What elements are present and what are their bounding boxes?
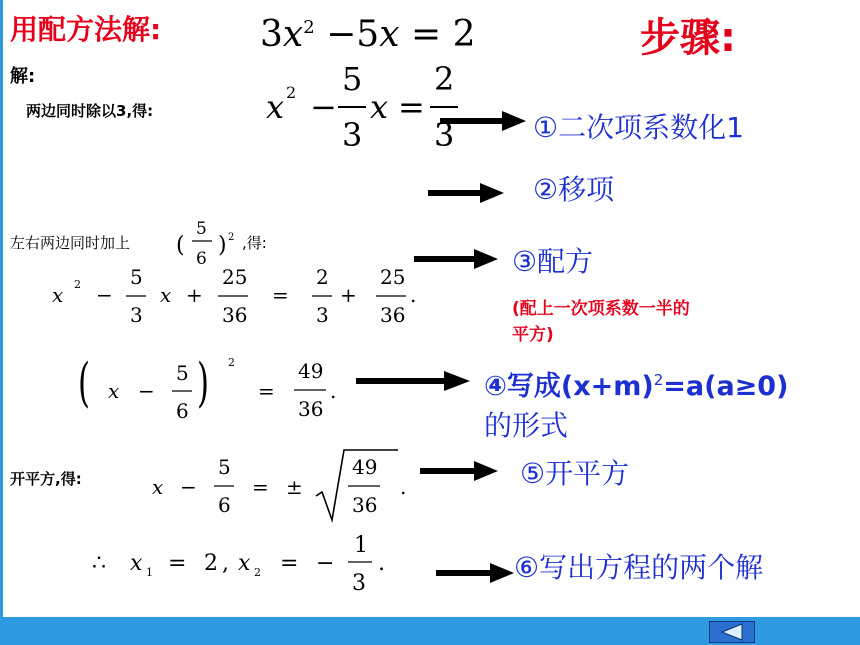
add-instruction: 左右两边同时加上: [10, 234, 131, 252]
step-4-suffix: =a(a≥0): [663, 371, 789, 402]
svg-text:2: 2: [434, 60, 455, 98]
svg-text:.: .: [400, 475, 407, 499]
left-triangle-icon: [710, 622, 754, 642]
svg-text:∴: ∴: [92, 551, 106, 576]
svg-text:2: 2: [254, 566, 261, 579]
step-3-label: ③配方: [512, 245, 594, 278]
svg-text:3: 3: [342, 116, 363, 154]
svg-text:2: 2: [316, 265, 329, 289]
svg-text:x: x: [52, 283, 64, 307]
svg-text:x: x: [152, 475, 164, 499]
svg-text:49: 49: [298, 359, 324, 383]
svg-text:): ): [197, 352, 210, 414]
svg-text:+: +: [186, 283, 203, 307]
back-button[interactable]: [709, 621, 755, 643]
perfect-square-equation: [78, 350, 368, 430]
step-1-label: ①二次项系数化1: [533, 111, 744, 144]
svg-text:3: 3: [434, 116, 455, 154]
step-6-label: ⑥写出方程的两个解: [514, 551, 764, 584]
svg-text:2: 2: [228, 356, 235, 369]
svg-text:2: 2: [74, 278, 81, 291]
svg-text:=: =: [398, 88, 425, 126]
svg-text:6: 6: [196, 249, 207, 269]
arrow-step4: [356, 368, 474, 394]
svg-text:−: −: [180, 475, 197, 499]
svg-text:25: 25: [222, 265, 248, 289]
arrow-step1: [440, 108, 530, 134]
arrow-step3: [414, 246, 502, 272]
svg-text:=: =: [252, 475, 269, 499]
svg-text:5: 5: [196, 219, 207, 239]
svg-text:5: 5: [176, 361, 189, 385]
main-equation: $3x^2 -5x = 2$: [260, 14, 476, 55]
svg-text:.: .: [410, 283, 417, 307]
page-title: 用配方法解:: [10, 13, 162, 46]
completing-square-equation: [46, 262, 446, 332]
svg-text:=: =: [258, 379, 275, 403]
svg-text:3: 3: [316, 303, 329, 327]
svg-text:(: (: [176, 233, 185, 258]
svg-text:36: 36: [222, 303, 248, 327]
svg-text:5: 5: [342, 60, 363, 98]
svg-text:.: .: [330, 379, 337, 403]
svg-text:x: x: [160, 283, 172, 307]
svg-text:36: 36: [380, 303, 406, 327]
svg-text:2: 2: [204, 551, 218, 576]
sqrt-equation: [150, 446, 420, 526]
svg-text:6: 6: [218, 493, 231, 517]
svg-text:25: 25: [380, 265, 406, 289]
svg-text:−: −: [96, 283, 113, 307]
svg-text:): ): [218, 233, 227, 258]
final-solutions: [90, 524, 410, 604]
svg-text:x: x: [130, 551, 143, 576]
svg-text:5: 5: [218, 455, 231, 479]
svg-text:=: =: [272, 283, 289, 307]
step-5-label: ⑤开平方: [520, 457, 630, 490]
svg-text:=: =: [168, 551, 187, 576]
svg-text:36: 36: [298, 397, 324, 421]
svg-text:36: 36: [352, 493, 378, 517]
left-accent-bar: [0, 0, 3, 618]
svg-text:.: .: [378, 551, 385, 576]
step-4-sup: 2: [653, 371, 664, 389]
step-4-main: ④写成(x+m): [484, 371, 654, 402]
add-instruction-suffix: ,得:: [242, 234, 267, 252]
svg-text:=: =: [280, 551, 299, 576]
svg-text:±: ±: [286, 475, 303, 499]
svg-text:2: 2: [286, 83, 297, 102]
svg-text:−: −: [316, 551, 335, 576]
svg-text:x: x: [370, 88, 389, 126]
svg-text:5: 5: [130, 265, 143, 289]
svg-text:,: ,: [222, 551, 229, 576]
svg-text:3: 3: [352, 571, 366, 596]
svg-text:x: x: [108, 379, 120, 403]
svg-text:x: x: [266, 88, 285, 126]
solve-label: 解:: [10, 66, 36, 87]
step-2-label: ②移项: [533, 173, 615, 206]
arrow-step5: [420, 458, 502, 484]
svg-text:−: −: [310, 88, 337, 126]
svg-text:2: 2: [228, 232, 235, 243]
step-3-note-line1: (配上一次项系数一半的: [512, 299, 690, 319]
arrow-step6: [436, 560, 518, 586]
step-3-note: [512, 296, 690, 348]
svg-text:49: 49: [352, 455, 378, 479]
svg-text:+: +: [340, 283, 357, 307]
divided-equation: [262, 60, 462, 155]
svg-text:1: 1: [146, 566, 153, 579]
arrow-step2: [428, 180, 508, 206]
svg-text:3: 3: [130, 303, 143, 327]
svg-text:1: 1: [354, 533, 368, 558]
step-4-label: [484, 364, 788, 403]
svg-text:−: −: [138, 379, 155, 403]
step-4-line2: 的形式: [484, 409, 569, 442]
divide-instruction: 两边同时除以3,得:: [26, 102, 154, 120]
svg-text:x: x: [238, 551, 251, 576]
svg-text:(: (: [78, 352, 91, 414]
sqrt-instruction: 开平方,得:: [10, 470, 82, 488]
steps-title: 步骤:: [640, 15, 736, 61]
svg-text:6: 6: [176, 399, 189, 423]
step-3-note-line2: 平方): [512, 325, 554, 345]
